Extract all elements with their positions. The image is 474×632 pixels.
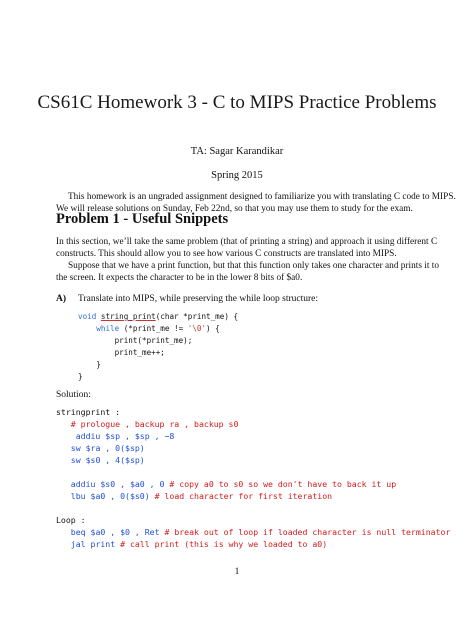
intro-line-1: This homework is an ungraded assignment designed to familiarize you with translating C code to MIPS. xyxy=(68,192,456,202)
instr-sw-s0: sw $s0 , 4($sp) xyxy=(70,455,145,465)
c-l1-rest: (char *print_me) { xyxy=(155,312,239,321)
page-title: CS61C Homework 3 - C to MIPS Practice Problems xyxy=(37,92,437,113)
c-l5: } xyxy=(96,360,101,369)
c-l2-str: '\0' xyxy=(187,324,207,333)
c-l6: } xyxy=(78,372,83,381)
label-loop: Loop : xyxy=(56,515,86,525)
comment-break: # break out of loop if loaded character is null terminator xyxy=(164,527,451,537)
p2-line-2: the screen. It expects the character to be in the lower 8 bits of $a0. xyxy=(56,273,303,283)
c-l2-pre: (*print_me != xyxy=(119,324,188,333)
c-kw-void: void xyxy=(78,312,97,321)
page-number: 1 xyxy=(234,567,240,577)
instr-jal: jal print xyxy=(70,539,116,549)
p2-line-1: Suppose that we have a print function, but that this function only takes one character and prints it to xyxy=(68,261,440,271)
p1-line-2: constructs. This should allow you to see how various C constructs are translated into MIPS. xyxy=(56,249,397,259)
c-code-block xyxy=(78,311,238,383)
problem-1-heading: Problem 1 - Useful Snippets xyxy=(56,211,229,227)
comment-call: # call print (this is why we loaded to a0) xyxy=(120,539,328,549)
comment-prologue: # prologue , backup ra , backup s0 xyxy=(70,419,239,429)
instr-addiu-sp: addiu $sp , $sp , −8 xyxy=(75,431,175,441)
c-fn-name: string_print xyxy=(100,312,156,321)
comment-load: # load character for first iteration xyxy=(154,491,333,501)
intro-line-2: We will release solutions on Sunday, Feb 22nd, so that you may use them to study for the exam. xyxy=(56,204,413,214)
mips-block-1 xyxy=(56,406,396,502)
label-stringprint: stringprint : xyxy=(56,407,121,417)
problem-1-paragraph-2 xyxy=(56,260,440,284)
c-kw-while: while xyxy=(96,324,120,333)
c-l2-post: ) { xyxy=(206,324,220,333)
part-a-text: Translate into MIPS, while preserving the while loop structure: xyxy=(78,294,319,304)
instr-sw-ra: sw $ra , 0($sp) xyxy=(70,443,145,453)
problem-1-paragraph-1 xyxy=(56,236,438,260)
term: Spring 2015 xyxy=(211,170,263,181)
c-l3: print(*print_me); xyxy=(114,336,193,345)
solution-label: Solution: xyxy=(56,390,91,400)
ta-name: TA: Sagar Karandikar xyxy=(190,146,284,157)
instr-beq: beq $a0 , $0 , Ret xyxy=(70,527,160,537)
c-l4: print_me++; xyxy=(114,348,165,357)
mips-block-2 xyxy=(56,514,450,550)
instr-addiu-s0: addiu $s0 , $a0 , 0 xyxy=(70,479,165,489)
p1-line-1: In this section, we’ll take the same problem (that of printing a string) and approach it using different C xyxy=(56,237,438,247)
comment-copy: # copy a0 to s0 so we don't have to back it up xyxy=(169,479,397,489)
part-a-label: A) xyxy=(56,294,67,304)
instr-lbu: lbu $a0 , 0($s0) xyxy=(70,491,150,501)
